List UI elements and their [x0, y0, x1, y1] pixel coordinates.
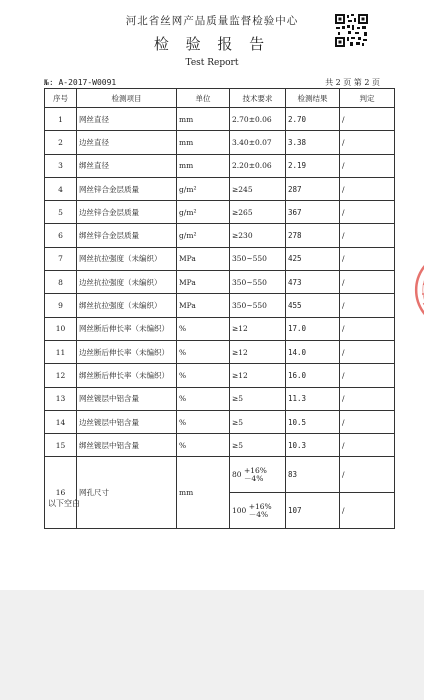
- cell-unit: mm: [177, 131, 230, 154]
- cell-result: 287: [286, 177, 340, 200]
- cell-item: 绑丝抗拉强度（未编织）: [77, 294, 177, 317]
- cell-requirement: ≥12: [230, 340, 286, 363]
- cell-unit: MPa: [177, 271, 230, 294]
- cell-requirement: [230, 493, 286, 529]
- table-row: [45, 317, 395, 340]
- cell-verdict: /: [340, 131, 395, 154]
- cell-result: 10.5: [286, 410, 340, 433]
- cell-no: 10: [45, 317, 77, 340]
- cell-requirement: ≥5: [230, 410, 286, 433]
- cell-verdict: /: [340, 317, 395, 340]
- cell-no: 7: [45, 247, 77, 270]
- table-header-row: [45, 89, 395, 108]
- cell-verdict: /: [340, 201, 395, 224]
- table-row: [45, 224, 395, 247]
- header-result: 检测结果: [286, 89, 340, 108]
- cell-verdict: /: [340, 294, 395, 317]
- tolerance-plus: +16%: [243, 465, 267, 475]
- requirement-tolerance: [244, 467, 267, 483]
- cell-unit: %: [177, 364, 230, 387]
- cell-no: 5: [45, 201, 77, 224]
- cell-result: 367: [286, 201, 340, 224]
- cell-verdict: /: [340, 410, 395, 433]
- cell-unit: %: [177, 340, 230, 363]
- cell-item: 边丝断后伸长率（未编织）: [77, 340, 177, 363]
- cell-item: 边丝锌合金层质量: [77, 201, 177, 224]
- cell-verdict: /: [340, 177, 395, 200]
- requirement-base: 80: [232, 469, 242, 479]
- cell-unit: %: [177, 317, 230, 340]
- cell-verdict: /: [340, 493, 395, 529]
- report-number: №: A-2017-W0091: [44, 78, 117, 87]
- cell-unit: g/m²: [177, 177, 230, 200]
- cell-verdict: /: [340, 387, 395, 410]
- cell-verdict: /: [340, 154, 395, 177]
- cell-no: 3: [45, 154, 77, 177]
- cell-requirement: ≥5: [230, 434, 286, 457]
- cell-no: 6: [45, 224, 77, 247]
- header-item: 检测项目: [77, 89, 177, 108]
- cell-requirement: ≥5: [230, 387, 286, 410]
- cell-item: 边丝抗拉强度（未编织）: [77, 271, 177, 294]
- cell-requirement: 2.20±0.06: [230, 154, 286, 177]
- cell-no: 14: [45, 410, 77, 433]
- seal-stamp-icon: [404, 250, 424, 330]
- cell-unit: %: [177, 410, 230, 433]
- cell-item: 边丝镀层中铝含量: [77, 410, 177, 433]
- cell-result: 17.0: [286, 317, 340, 340]
- cell-verdict: /: [340, 224, 395, 247]
- cell-result: 14.0: [286, 340, 340, 363]
- cell-requirement: ≥265: [230, 201, 286, 224]
- cell-result: 2.70: [286, 108, 340, 131]
- cell-requirement: ≥230: [230, 224, 286, 247]
- table-row: [45, 387, 395, 410]
- header-unit: 单位: [177, 89, 230, 108]
- page-info: 共 2 页 第 2 页: [325, 78, 380, 87]
- cell-item: 网丝镀层中铝含量: [77, 387, 177, 410]
- cell-item: 网丝锌合金层质量: [77, 177, 177, 200]
- cell-verdict: /: [340, 108, 395, 131]
- cell-result: 2.19: [286, 154, 340, 177]
- cell-no: 4: [45, 177, 77, 200]
- cell-no: 9: [45, 294, 77, 317]
- table-row: [45, 131, 395, 154]
- org-name: 河北省丝网产品质量监督检验中心: [125, 15, 299, 27]
- report-title-en: Test Report: [185, 58, 239, 68]
- cell-result: 425: [286, 247, 340, 270]
- cell-requirement: 350~550: [230, 294, 286, 317]
- header-verdict: 判定: [340, 89, 395, 108]
- cell-item: 边丝直径: [77, 131, 177, 154]
- cell-verdict: /: [340, 247, 395, 270]
- table-row: [45, 294, 395, 317]
- cell-verdict: /: [340, 340, 395, 363]
- cell-requirement: 350~550: [230, 247, 286, 270]
- cell-unit: %: [177, 434, 230, 457]
- cell-result: 10.3: [286, 434, 340, 457]
- cell-result: 107: [286, 493, 340, 529]
- cell-unit: mm: [177, 154, 230, 177]
- cell-item: 绑丝断后伸长率（未编织）: [77, 364, 177, 387]
- cell-result: 473: [286, 271, 340, 294]
- table-row: [45, 364, 395, 387]
- requirement-tolerance: [249, 503, 272, 519]
- header-no: 序号: [45, 89, 77, 108]
- cell-no: 13: [45, 387, 77, 410]
- cell-result: 3.38: [286, 131, 340, 154]
- header-requirement: 技术要求: [230, 89, 286, 108]
- table-row: [45, 340, 395, 363]
- cell-verdict: /: [340, 457, 395, 493]
- cell-unit: g/m²: [177, 224, 230, 247]
- table-row: [45, 434, 395, 457]
- cell-no: 12: [45, 364, 77, 387]
- table-row: [45, 247, 395, 270]
- cell-requirement: ≥12: [230, 364, 286, 387]
- cell-no: 11: [45, 340, 77, 363]
- table-row: [45, 201, 395, 224]
- tolerance-minus: －4%: [248, 509, 269, 519]
- cell-item: 绑丝锌合金层质量: [77, 224, 177, 247]
- cell-verdict: /: [340, 271, 395, 294]
- cell-requirement: 350~550: [230, 271, 286, 294]
- cell-result: 11.3: [286, 387, 340, 410]
- cell-item: 网丝直径: [77, 108, 177, 131]
- cell-unit: mm: [177, 108, 230, 131]
- table-row: [45, 410, 395, 433]
- cell-no: 1: [45, 108, 77, 131]
- cell-unit: mm: [177, 457, 230, 529]
- cell-unit: g/m²: [177, 201, 230, 224]
- cell-result: 16.0: [286, 364, 340, 387]
- cell-item: 网孔尺寸: [77, 457, 177, 529]
- cell-requirement: ≥245: [230, 177, 286, 200]
- table-row: [45, 177, 395, 200]
- cell-no: 8: [45, 271, 77, 294]
- cell-unit: %: [177, 387, 230, 410]
- cell-item: 绑丝直径: [77, 154, 177, 177]
- results-table: [44, 88, 395, 529]
- table-row: [45, 154, 395, 177]
- cell-requirement: 3.40±0.07: [230, 131, 286, 154]
- cell-requirement: 2.70±0.06: [230, 108, 286, 131]
- cell-result: 83: [286, 457, 340, 493]
- tolerance-minus: －4%: [243, 473, 264, 483]
- cell-unit: MPa: [177, 247, 230, 270]
- cell-unit: MPa: [177, 294, 230, 317]
- table-row: [45, 457, 395, 493]
- cell-item: 网丝断后伸长率（未编织）: [77, 317, 177, 340]
- cell-result: 455: [286, 294, 340, 317]
- requirement-base: 100: [232, 505, 247, 515]
- cell-no: 15: [45, 434, 77, 457]
- cell-no: 16: [45, 457, 77, 529]
- cell-item: 绑丝镀层中铝含量: [77, 434, 177, 457]
- cell-item: 网丝抗拉强度（未编织）: [77, 247, 177, 270]
- cell-verdict: /: [340, 364, 395, 387]
- cell-result: 278: [286, 224, 340, 247]
- cell-verdict: /: [340, 434, 395, 457]
- table-row: [45, 108, 395, 131]
- table-row: [45, 271, 395, 294]
- cell-requirement: ≥12: [230, 317, 286, 340]
- footer-note: 以下空白: [48, 499, 80, 508]
- qr-code-icon: [334, 13, 369, 48]
- report-title: 检 验 报 告: [153, 35, 271, 53]
- cell-requirement: [230, 457, 286, 493]
- tolerance-plus: +16%: [248, 501, 272, 511]
- cell-no: 2: [45, 131, 77, 154]
